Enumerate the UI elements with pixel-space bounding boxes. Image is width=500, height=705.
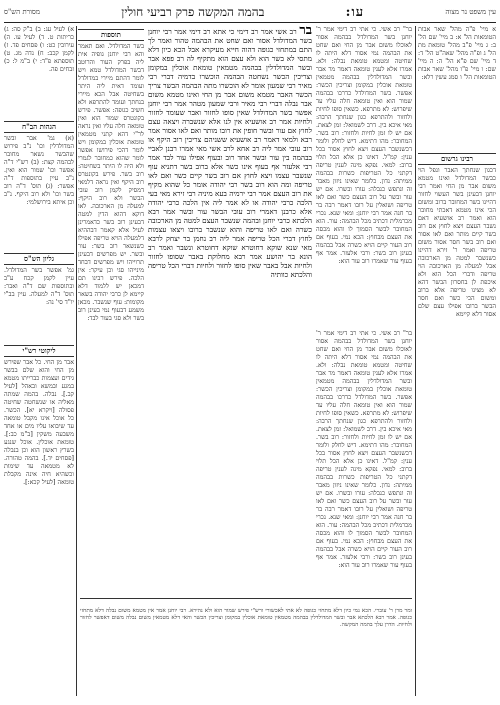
gilyon-hashas-column [4,250,74,340]
hagahot-habach-text: (א) גמ' אבר ובשר המדולדלין וכו' נ"ב פירוש שהבשר נשאר מחובר לבהמה קצת: (ב) רש"י ד"ה אפשר וכו' שמור הוא ואין. נ"ב עיין בתוספות ד"ה אפשר: (ג) תוס' ד"ה רוב בשר וכו' ולא רוב היקף. נ"ב וכן איתא בירושלמי: [4,135,74,206]
page-header [4,2,496,23]
mesoret-hashas-column [4,26,74,116]
left-margin-heading: מסורת הש"ס [4,8,41,16]
likutei-rashi-title: ליקוטי רש"י [4,345,74,357]
footer-commentary [80,602,412,699]
footer-text: ומר מרן ר' עוברי. הכא נמי כיון דלא מתחזי כגופה לא אתי לאכשורי ורש"י פירש שמור הוא ולא נהירא. רבי יוחנן אמר אין מטמא משום נבלה דלא מתחזי כגופה. אמר רבא הלכתא אבר ובשר המדולדלין בבהמה מטמאין טומאת אוכלין במקומן וצריכין הכשר והאי דלא מטמאין משום נבלה משום דאפשר לחזור ולחיות. הדרן עלך בהמה המקשה. [80,607,412,628]
gilyon-hashas-text: גמ' אפשר בשר המדולדל. עיין לקמן קכח ע"ב ובתוספות שם ד"ה ואבר: תוס' ד"ה למעלה. עיין בב"י יו"ד סי' נה: [4,267,74,306]
rashi-continuation [316,330,412,595]
hagahot-habach-column [4,118,74,248]
folio-number: עו: [345,5,365,20]
likutei-rashi-text: אבר מן החי. כל אבר שפירש מן החי והוא שלם בבשר גידים ועצמות כברייתו מטמא במגע ובמשא ובאהל [לעיל קב.]. נבלה. בהמה שמתה מאליה או שנשחטה שחיטה פסולה [ויקרא יא]. הכשר. כל אוכל אינו מקבל טומאה עד שיבואו עליו מים או אחד משבעה משקין [ב"מ כב:]. טומאת אוכלין. אוכל שנגע בשרץ ראשון הוא וכן בנבלה [פסחים יד.]. בהמה טהורה. לא מטמאה עד שימות וכשהיא חיה אינה מקבלת טומאה [לעיל קכא:]. [4,359,74,486]
rashi-column [316,26,412,326]
gemara-lead-word: בר [299,26,312,38]
rabbeinu-gershom-column [418,150,496,595]
rabbeinu-gershom-text: דכגון שנחתך האבר ונפל הוי כבשר המדולדל ואינו מטמא משום אבר מן החי ואמר רבי יוחנן דבעינן בשר העשוי לחזור דהיינו בשר המחובר ברוב ומשום הכי אינו מטמא דאכתי מחובר הוא ואמר רב אושעיא דאם נשבר העצם ויצא לחוץ אם רוב בשר קיים מותר ואם לאו אסור ואם רוב בשר חסר אסור משום טריפה ואמר ר' זירא דהיינו כשנשבר למטה מן הארכובה אבל למעלה מן הארכובה הוי טריפה ודברי הכל הוא ולא איכפת לן בחסרון הבשר דהא לא מצינו טריפה אלא ברוב ומשום הכי כשר ואם חסר הבשר ברובו אפילו עצם שלם אסור דלא קיימא [418,167,496,318]
ein-mishpat-column [418,26,496,146]
left-margin-rule [76,26,77,696]
tosafot-column [78,26,144,596]
hagahot-habach-title: הגהות הב"ח [4,121,74,133]
footer-rule [80,598,412,599]
gemara-text: רב אשי אמר רב דימי כי אתא רב דימי אמר רבי יוחנן בשר המדולדל אסור ואם שחט את הבהמה טהור ואמר לך התם במתחזי כגופה דהוה חייא מעיקרא אבל הכא כיון דלא מתסי לא בשר הוא ולא עצם הוא מתקיף לה רב פפא אבר ובשר המדולדלין בבהמה מטמאין טומאת אוכלין במקומן וצריכין הכשר נשחטה הבהמה הוכשרו בדמיה דברי רבי מאיר רבי שמעון אומר לא הוכשרו מתה הבהמה הבשר צריך הכשר האבר מטמא משום אבר מן החי ואינו מטמא משום אבר נבלה דברי רבי מאיר ורבי שמעון מטהר אמר רבי יוחנן אפשר בשר המדולדל שאין סופו לחזור ואבר שעומד לחזור ולחיות אמר רב אושעיא אין לנו אלא שנשברה ויצאה עצם לחוץ אם עור ובשר חופין את רובו מותר ואם לאו אסור אמר רבא ולמאי דאמר רב אושעיא ששניהם צריכין רוב היקף או רוב עובי אמר ליה רב אחא לרב אשי מאי אמרו רבנן לאביי בבהמה בין עור ובשר אחד רוב ובעוף אפילו עור לבד אמר רבי אלעזר אף בעוף אינו כשר אלא ברוב בשר דתניא עוף שנשבר עצמו ויצא לחוץ אם רוב בשר קיים כשר ואם לאו טריפה ומה הוא רוב בשר רבי יהודה אומר כל שהוא מקיף את רוב העצם אמר רבי ירמיה בעא מיניה רבי זירא מאי בעי הלכה כרבי יהודה או לא אמר ליה אין הלכה כרבי יהודה אלא כרבנן דאמרי רוב עובי הבשר עור ובשר אמר רבא הלכתא כרבי יוחנן ובהמה שנשבר העצם למטה מן הארכובה כשרה ואם לאו טריפה והוא שנשבר ברובו ויצאו עצמות לחוץ דברי הכל טריפה אמר ליה רב נחמן בר יצחק לרבא מאי שנא שוקא דחוטרא שוקא דחוטרא ונשבר ואמר רב הונא בר יהושע אמר רבא מחלוקת באבר שסופו לחזור ולחיות אבל באבר שאין סופו לחזור ולחיות דברי הכל טריפה והלכתא כוותיה [148,27,312,279]
chapter-title: בהמה המקשה פרק רביעי חולין [121,4,265,19]
rashi-text: בר" רב אשי. כי אתי רב דימי אמר ר' יוחנן בשר המדולדל בבהמה אסור לאוכלו משום אבר מן החי ואם שחט את הבהמה נמי אסור דלא היתה לו שחיטה ומטמא טומאת נבלה: ולא. אמרו אלא לענין טומאה דאמר מר אבר ובשר המדולדלין בבהמה מטמאין טומאת אוכלין במקומן וצריכין הכשר: אפשר. בשר המדולדל כדרכו בבהמה שמור הוא ואין טומאה חלה עליו עד שיפרוש: לא מתרפא. כשאין סופו לחיות ולחזור ולהתרפא כגון שנחתך הרבה: מאי איכא בין. דרב לשמואל: זמן לצאת. אם יש לו זמן לחיות ולחזור: רוב בשר. המחובר: מהו דתימא. דיש לחלק ולומר דכשנשבר העצם ויצא לחוץ אסור בכל ענין: קמ"ל. דאינו כן אלא הכל תלוי ברוב: למאי. נפקא מינה לענין טריפה דקתני כל הטריפות כשרות בבהמה ממיתה: נדון. כלומר שאינו ניזון מאבר זה ונתפש כנבלה: עורו ובשרו. אם יש עור ובשר על רוב העצם כשר ואם לאו טריפה ושואלין על רובו דאמר רבה בר בר חנה אמר רבי יוחנן: ומאי שנא. נכרי מכרמלית דכתיב מכל הבהמה: עור. הוא המחובר לבשר הסמוך לו והוא מכסה את העצם מבחוץ: הכא נמי. בעוף אם רוב העור קיים הויא כשרה אבל בבהמה בעינן רוב בשר: ורבי אלעזר. אמר אף בעוף עור שאמרו רוב עור הוא: [316,26,412,265]
right-margin-heading: עין משפט נר מצוה [445,8,496,16]
ein-mishpat-text: א מיי' פ"ה מהל' שאר אבות הטומאות הל' א: ב מיי' שם הל' ב: ג מיי' פ"ב מהל' טומאת מת הל' ג ופ"ה מהל' שאה"ט הל' ד: ד מיי' שם פ"א הל' ה: ה מיי' שם: ו מיי' פ"ו מהל' שאר אבות הטומאות הל' ו סמג עשין רלא: [418,26,496,81]
rashi-continuation-text: בר" רב אשי. כי אתי רב דימי אמר ר' יוחנן בשר המדולדל בבהמה אסור לאוכלו משום אבר מן החי ואם שחט את הבהמה נמי אסור דלא היתה לו שחיטה ומטמא טומאת נבלה: ולא. אמרו אלא לענין טומאה דאמר מר אבר ובשר המדולדלין בבהמה מטמאין טומאת אוכלין במקומן וצריכין הכשר: אפשר. בשר המדולדל כדרכו בבהמה שמור הוא ואין טומאה חלה עליו עד שיפרוש: לא מתרפא. כשאין סופו לחיות ולחזור ולהתרפא כגון שנחתך הרבה: מאי איכא בין. דרב לשמואל: זמן לצאת. אם יש לו זמן לחיות ולחזור: רוב בשר. המחובר: מהו דתימא. דיש לחלק ולומר דכשנשבר העצם ויצא לחוץ אסור בכל ענין: קמ"ל. דאינו כן אלא הכל תלוי ברוב: למאי. נפקא מינה לענין טריפה דקתני כל הטריפות כשרות בבהמה ממיתה: נדון. כלומר שאינו ניזון מאבר זה ונתפש כנבלה: עורו ובשרו. אם יש עור ובשר על רוב העצם כשר ואם לאו טריפה ושואלין על רובו דאמר רבה בר בר חנה אמר רבי יוחנן: ומאי שנא. נכרי מכרמלית דכתיב מכל הבהמה: עור. הוא המחובר לבשר הסמוך לו והוא מכסה את העצם מבחוץ: הכא נמי. בעוף אם רוב העור קיים הויא כשרה אבל בבהמה בעינן רוב בשר: ורבי אלעזר. אמר אף בעוף עור שאמרו רוב עור הוא: [316,330,412,569]
gilyon-hashas-title: גליון הש"ס [4,253,74,265]
rabbeinu-gershom-title: רבינו גרשום [418,153,496,165]
likutei-rashi-column [4,342,74,692]
mesoret-hashas-text: א) לעיל עג: ב) ב"ק סה: ג) כריתות ט. ד) לעיל עו. ה) עירובין כט: ו) פסחים פד. ז) לקמן קכב: ח) נדה מג. ט) תוספתא פ"ד: י) ב"מ ל: כ) זבחים פה. [4,26,74,73]
right-margin-rule [415,26,416,696]
tosafot-text: בשר המדולדל. ואם תאמר והא רבי יוחנן גופיה אית ליה בפרק העור והרוטב דבשר המדולדל טמא ויש לומר דהתם מיירי במדולדל ועומד דאית ליה היתר בשחיטה אבל הכא מיירי בנחתך ועומד להתרפא ולא חשיב כגופה: אפשר. פירש בקונטרס שמור הוא ואין טומאה חלה עליו ואין נראה לר"י דהא קתני מטמאין טומאת אוכלין במקומן ויש לומר דהכי פירושו אפשר לומר שהוא כמחובר לגמרי ולא היה לו היתר בשחיטה: רוב בשר. פירש בקונטרס רוב היקף ואין נראה דלמאי דמסיק לקמן רוב עובי הבשר ולא רוב היקף: למעלה מן הארכובה. לאו דוקא דהוא הדין למטה דבעינן רוב בשר כדאמרינן לעיל אלא קאמר דבההיא דלמעלה הויא טריפה אפילו כשנשאר רוב בשר: עור ובשר. יש מפרשים דבעינן תרוייהו ויש מפרשים דבחד מינייהו סגי וכן עיקר: אין הלכה. פירש רבינו תם דמכאן יש ללמוד דלא קיימא לן כרבי יהודה בשאר מקומות: עוף שנשבר. מכאן משמע דבעוף נמי בעינן רוב בשר ולא סגי בעור לבד: [78,43,144,322]
tosafot-title: תוספות [78,29,144,41]
gemara-column [148,26,312,566]
